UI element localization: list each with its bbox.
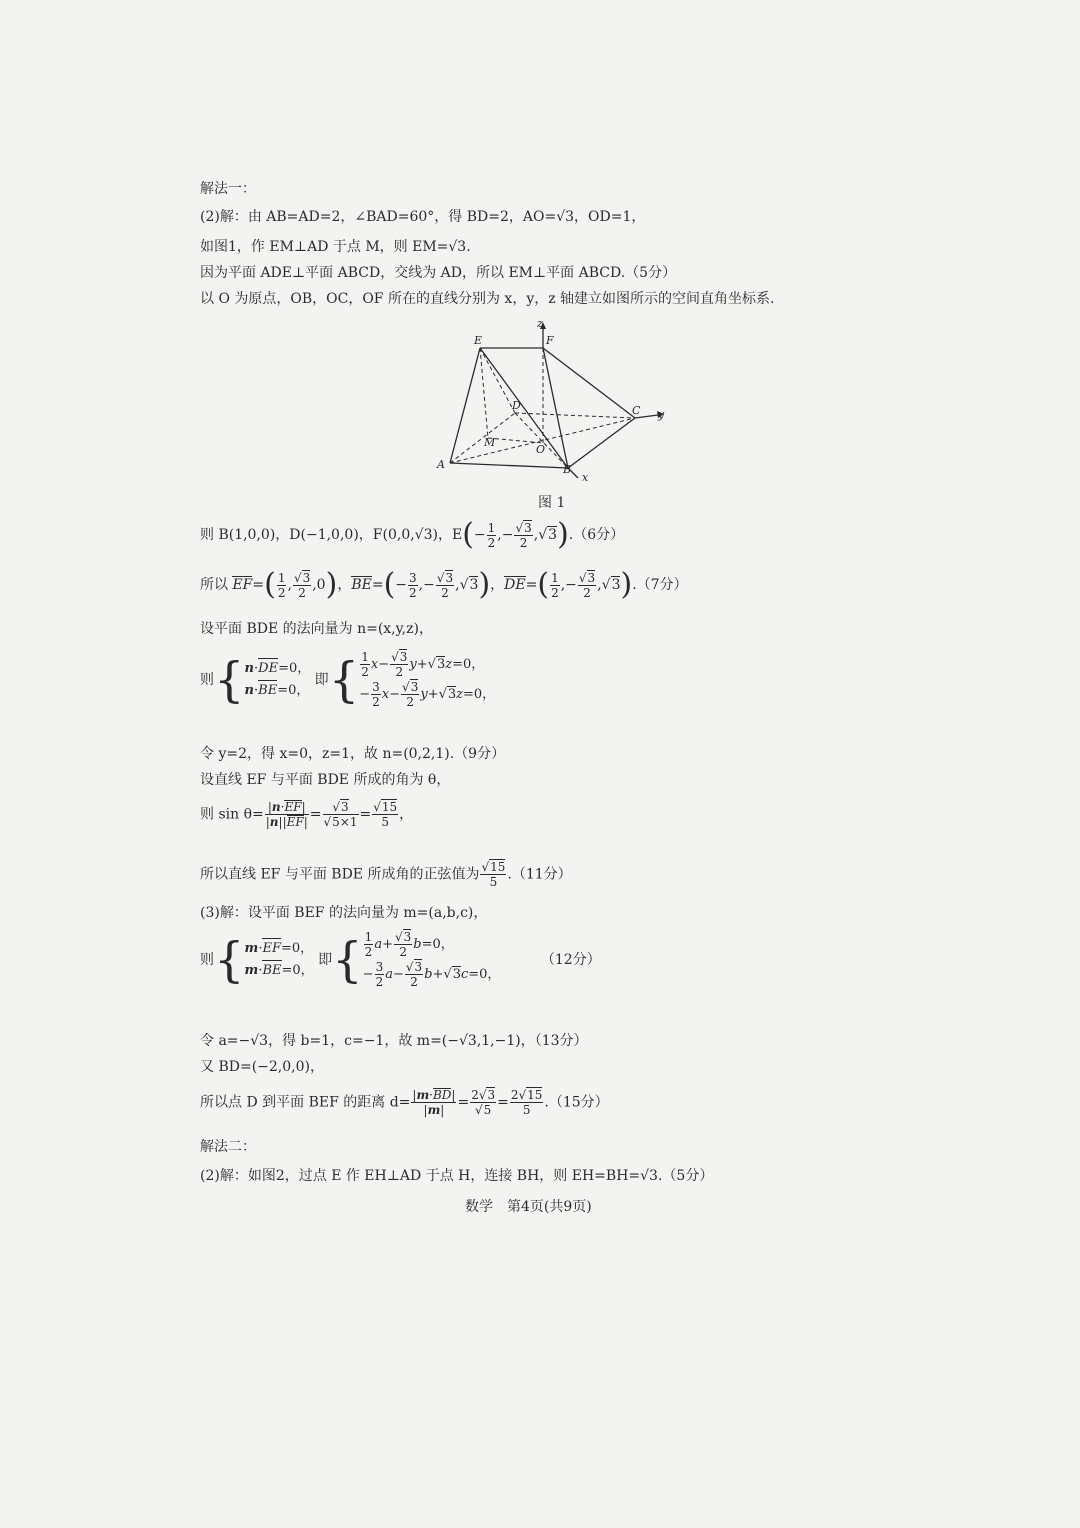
label-x: x	[582, 471, 589, 484]
edge-DC	[515, 413, 635, 418]
label-C: C	[632, 404, 641, 417]
label-D: D	[512, 399, 521, 412]
method1-title: 解法一：	[200, 181, 256, 197]
part3-system: 则{m·EF=0， m·BE=0， 即{ $\frac{1}{2}$ a+ $\frac{√3}{2}$ b=0， − $\frac{3}{2}$ a− $\frac{√3}{2}$ b+√3c=0， （12分）	[200, 930, 601, 989]
edge-FC	[543, 348, 635, 418]
label-F: F	[546, 334, 554, 347]
edge-ED	[480, 348, 515, 413]
normal-set-line: 设平面 BDE 的法向量为 n=(x,y,z)，	[200, 621, 433, 637]
coordinates-line: 则 B(1,0,0)，D(−1,0,0)，F(0,0,√3)，E(− $\frac{1}{2}$ ,− $\frac{√3}{2}$ ,√3).（6分）	[200, 517, 625, 552]
method2-line: (2)解：如图2，过点 E 作 EH⊥AD 于点 H，连接 BH，则 EH=BH=√3.（5分）	[200, 1168, 714, 1184]
vectors-line: 所以 EF=( $\frac{1}{2}$ , $\frac{√3}{2}$ ,0)，BE=(− $\frac{3}{2}$ ,− $\frac{√3}{2}$ ,√3)，DE=( $\frac{1}{2}$ ,− $\frac{√3}{2}$ ,√3).（7分）	[200, 567, 688, 602]
method2-title: 解法二：	[200, 1139, 256, 1155]
conclusion-line: 所以直线 EF 与平面 BDE 所成角的正弦值为 $\frac{√15}{5}$ .（11分）	[200, 860, 572, 889]
distance-line: 所以点 D 到平面 BEF 的距离 d= $\frac{|m\cdot BD|}{|m|}$ = $\frac{2√3}{√5}$ = $\frac{2√15}{5}$ .（15分）	[200, 1088, 609, 1117]
label-E: E	[474, 334, 483, 347]
edge-EB	[480, 348, 568, 468]
label-A: A	[437, 458, 445, 471]
bd-vector-line: 又 BD=(−2,0,0)，	[200, 1059, 324, 1075]
label-M: M	[484, 436, 496, 449]
normal-system: 则{n·DE=0， n·BE=0， 即{ $\frac{1}{2}$ x− $\frac{√3}{2}$ y+√3z=0， − $\frac{3}{2}$ x− $\frac{√3}{2}$ y+√3z=0，	[200, 650, 496, 709]
label-z: z	[537, 318, 543, 330]
label-y: y	[658, 408, 665, 421]
page-footer: 数学 第4页(共9页)	[465, 1199, 592, 1215]
solution-line-3: 因为平面 ADE⊥平面 ABCD，交线为 AD，所以 EM⊥平面 ABCD.（5分）	[200, 265, 677, 281]
angle-set-line: 设直线 EF 与平面 BDE 所成的角为 θ，	[200, 772, 451, 788]
edge-AD	[450, 413, 515, 463]
edge-BC	[568, 418, 635, 468]
figure-1-diagram	[430, 318, 680, 488]
solution-line-1: (2)解：由 AB=AD=2，∠BAD=60°，得 BD=2，AO=√3，OD=1，	[200, 209, 646, 225]
solution-line-2: 如图1，作 EM⊥AD 于点 M，则 EM=√3.	[200, 239, 471, 255]
part3-set-line: (3)解：设平面 BEF 的法向量为 m=(a,b,c)，	[200, 905, 488, 921]
sin-line: 则 sin θ= $\frac{|n\cdot EF|}{|n||EF|}$ = $\frac{√3}{√5\times 1}$ = $\frac{√15}{5}$ ，	[200, 800, 414, 829]
label-O: O	[536, 443, 546, 456]
label-B: B	[563, 463, 572, 476]
edge-AB	[450, 463, 568, 468]
figure-caption: 图 1	[538, 495, 566, 511]
normal-result-line: 令 y=2，得 x=0，z=1，故 n=(0,2,1).（9分）	[200, 746, 506, 762]
solution-line-4: 以 O 为原点，OB，OC，OF 所在的直线分别为 x，y，z 轴建立如图所示的空间直角坐标系.	[200, 291, 775, 307]
edge-EA	[450, 348, 480, 463]
m-result-line: 令 a=−√3，得 b=1，c=−1，故 m=(−√3,1,−1)，（13分）	[200, 1033, 588, 1049]
